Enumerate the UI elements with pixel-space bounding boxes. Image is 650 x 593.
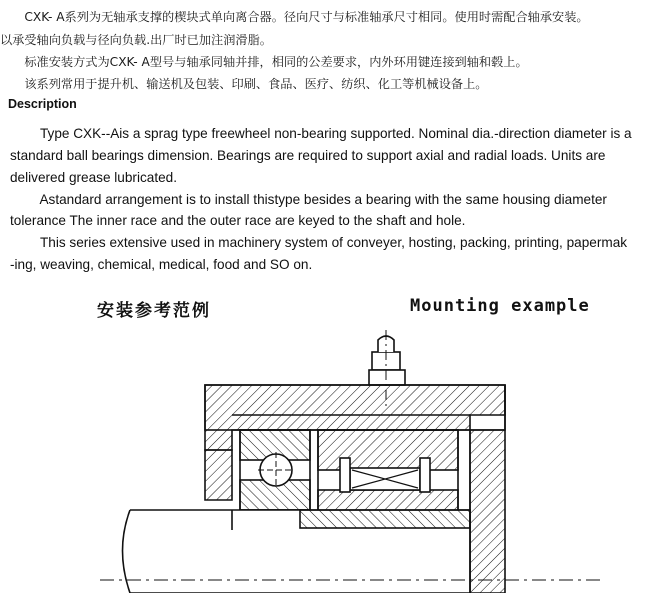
shaft [100, 510, 600, 593]
mounting-example-drawing [0, 330, 650, 593]
description-line-2: standard ball bearings dimension. Bearings are required to support axial and radial loads. Units are [10, 148, 606, 163]
cn-paragraph-line-4: 该系列常用于提升机、输送机及包装、印刷、食品、医疗、纺织、化工等机械设备上。 [0, 77, 488, 91]
cn-paragraph-line-1: CXK- A系列为无轴承支撑的楔块式单向离合器。径向尺寸与标准轴承尺寸相同。使用时需配合轴承安装。 [0, 10, 589, 24]
description-line-3: delivered grease lubricated. [10, 170, 178, 185]
cn-paragraph-line-2: 以承受轴向负载与径向负载.出厂时已加注润滑脂。 [0, 33, 272, 47]
description-line-4: Astandard arrangement is to install thistype besides a bearing with the same housing diameter [10, 192, 607, 207]
freewheel-clutch [318, 430, 458, 515]
figure-title-chinese: 安装参考范例 [97, 301, 211, 321]
description-heading: Description [8, 97, 77, 111]
description-line-1: Type CXK--Ais a sprag type freewheel non-bearing supported. Nominal dia.-direction diameter is a [10, 126, 632, 141]
cn-paragraph-line-3: 标准安装方式为CXK- A型号与轴承同轴并排，相同的公差要求，内外环用键连接到轴和毂上。 [0, 55, 528, 69]
description-line-7: -ing, weaving, chemical, medical, food and SO on. [10, 257, 313, 272]
ball-bearing [240, 430, 310, 510]
description-line-5: tolerance The inner race and the outer race are keyed to the shaft and hole. [10, 213, 466, 228]
description-line-6: This series extensive used in machinery system of conveyer, hosting, packing, printing, papermak [10, 235, 628, 250]
figure-title-english: Mounting example [410, 296, 590, 316]
